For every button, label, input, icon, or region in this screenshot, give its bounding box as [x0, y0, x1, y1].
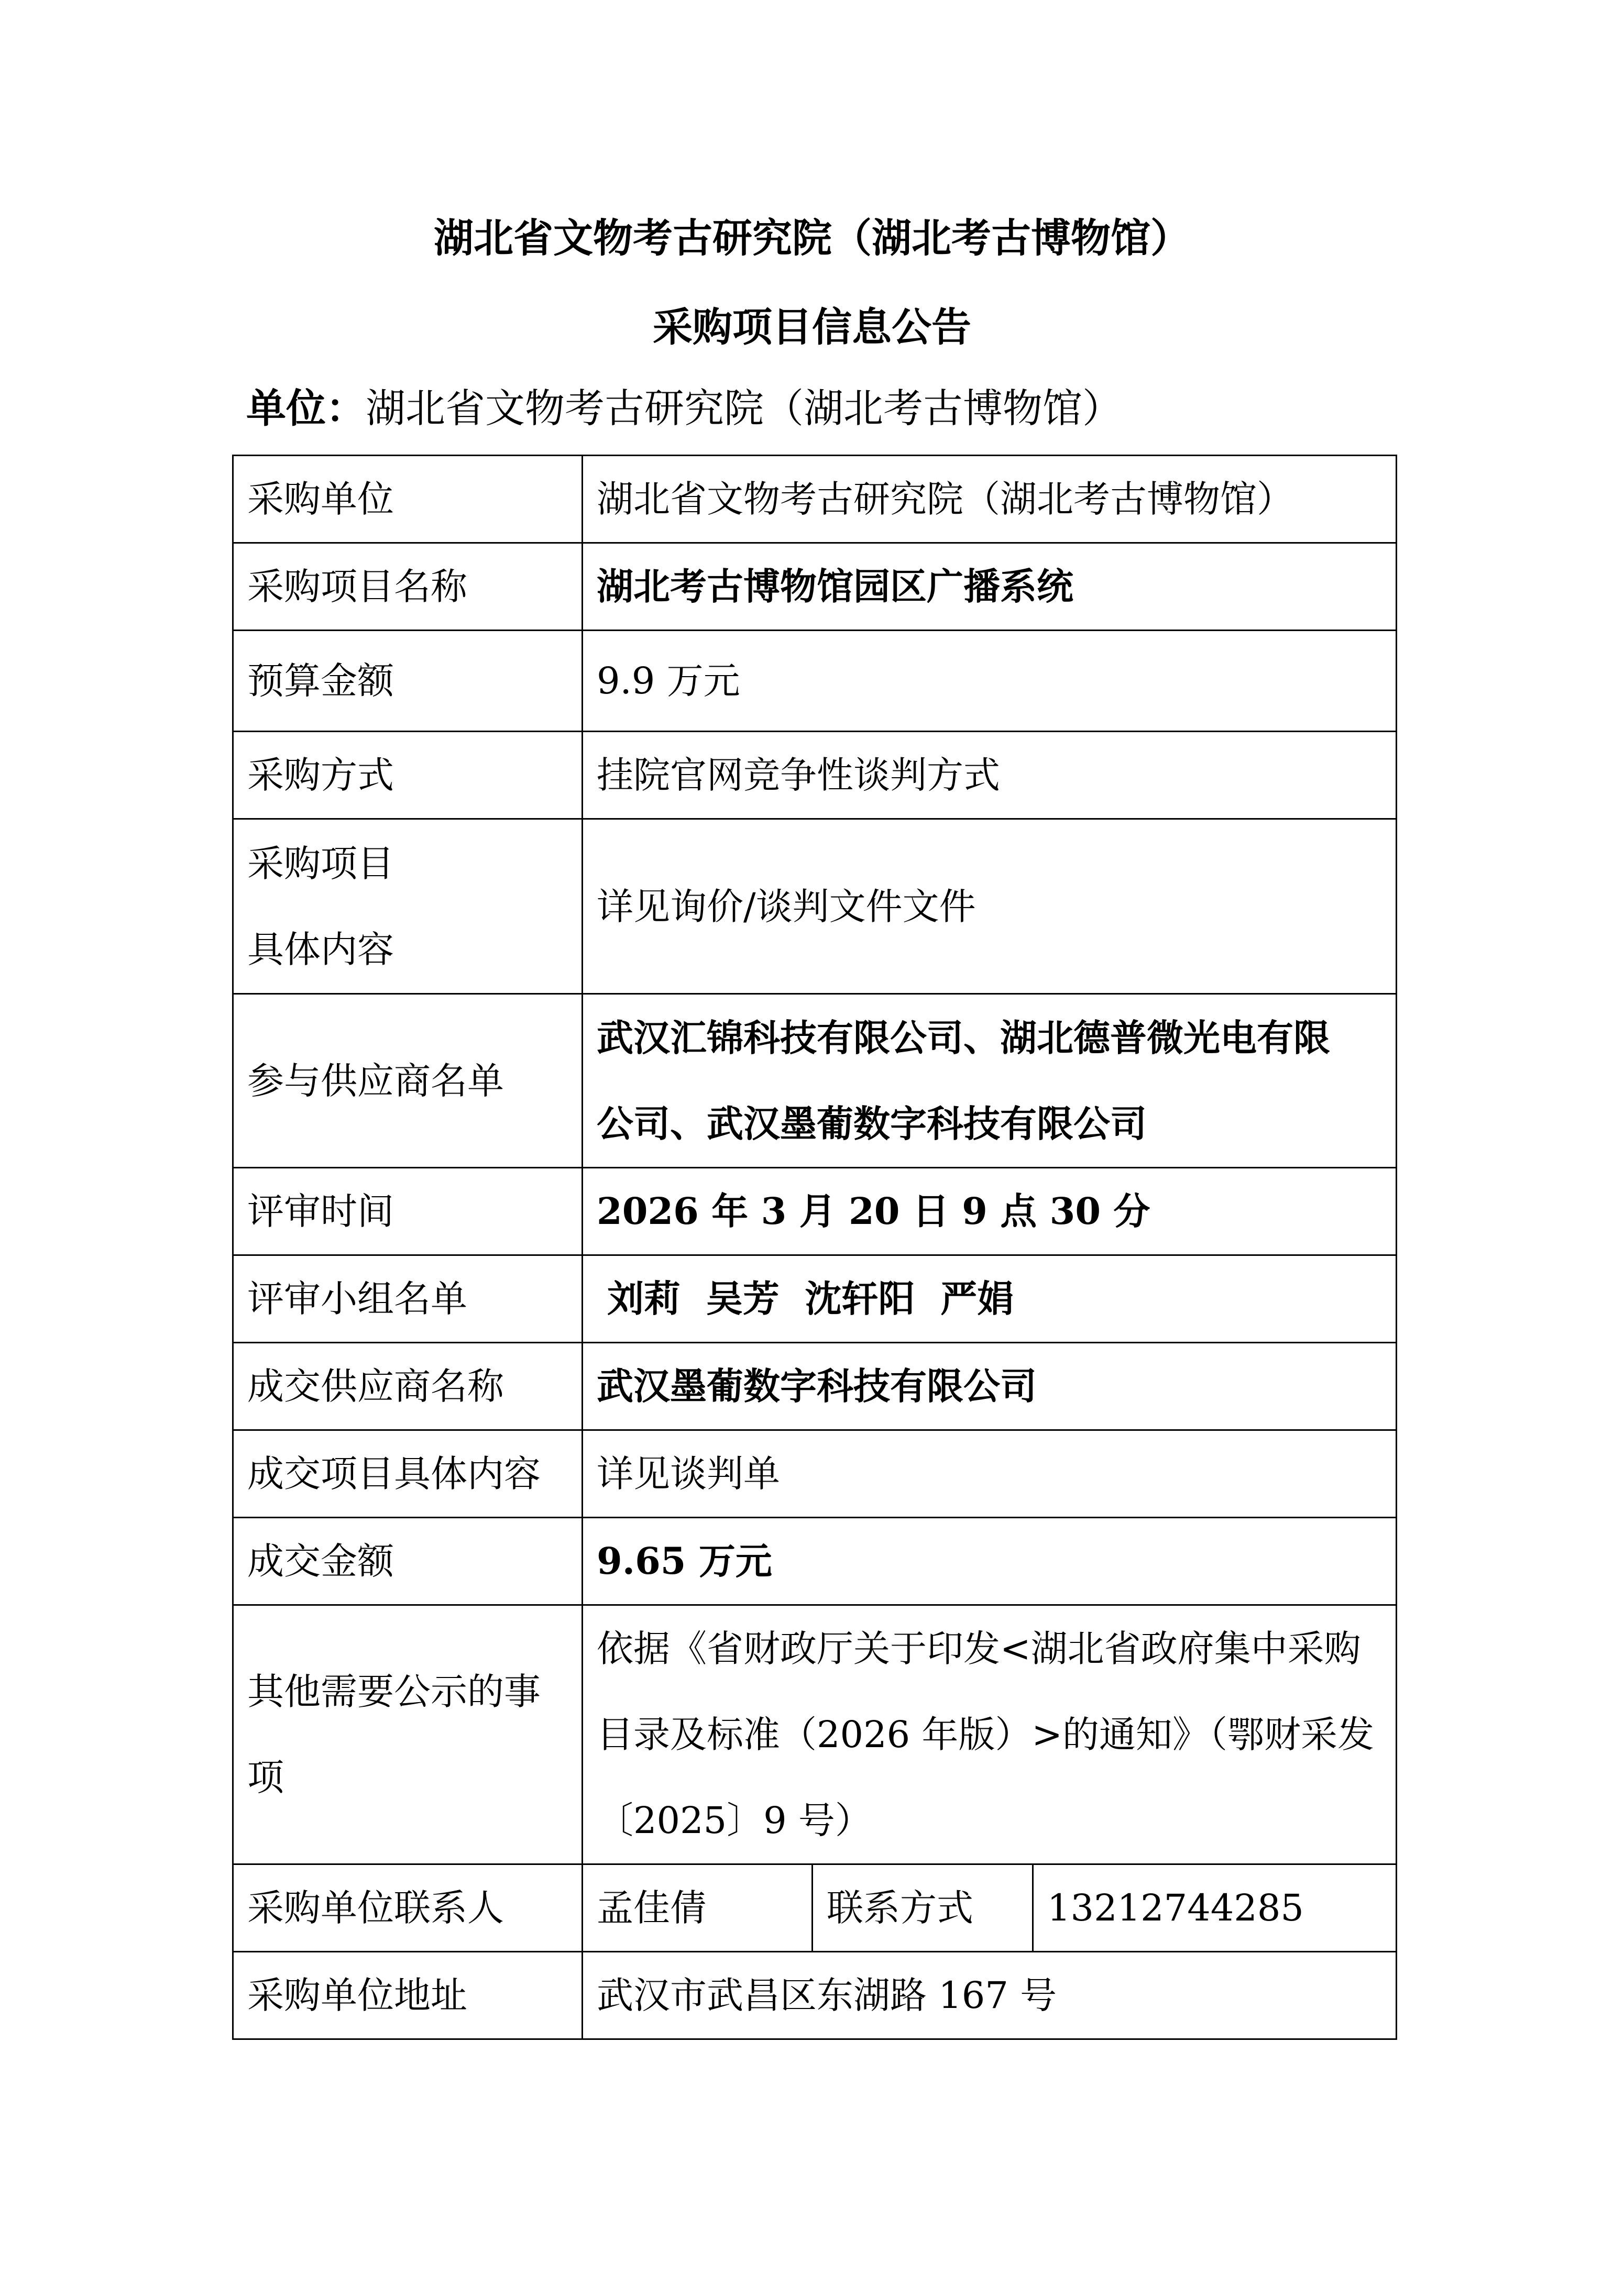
- contact-method-label: 联系方式: [813, 1864, 1033, 1952]
- deal-content-label: 成交项目具体内容: [233, 1430, 583, 1518]
- other-value-line3: 〔2025〕9 号）: [597, 1799, 872, 1842]
- other-value-line2: 目录及标准（2026 年版）>的通知》（鄂财采发: [597, 1713, 1375, 1756]
- deal-amount-label: 成交金额: [233, 1518, 583, 1605]
- content-label-line1: 采购项目: [247, 842, 394, 885]
- content-label: [233, 819, 583, 994]
- table-row: [233, 1952, 1397, 2039]
- suppliers-value: [583, 994, 1397, 1168]
- unit-value: 湖北省文物考古研究院（湖北考古博物馆）: [366, 385, 1122, 432]
- purchaser-value: 湖北省文物考古研究院（湖北考古博物馆）: [583, 456, 1397, 543]
- table-row: [233, 732, 1397, 819]
- review-panel-label: 评审小组名单: [233, 1255, 583, 1343]
- suppliers-label: 参与供应商名单: [233, 994, 583, 1168]
- table-row: [233, 1430, 1397, 1518]
- review-time-label: 评审时间: [233, 1168, 583, 1255]
- contact-person: 孟佳倩: [583, 1864, 813, 1952]
- table-row: [233, 1168, 1397, 1255]
- other-label-line2: 项: [247, 1756, 284, 1799]
- table-row: [233, 1255, 1397, 1343]
- project-name-value: 湖北考古博物馆园区广播系统: [583, 543, 1397, 631]
- other-label: [233, 1605, 583, 1864]
- contact-phone: 13212744285: [1033, 1864, 1397, 1952]
- project-name-label: 采购项目名称: [233, 543, 583, 631]
- review-time-value: 2026 年 3 月 20 日 9 点 30 分: [583, 1168, 1397, 1255]
- document-subtitle: 采购项目信息公告: [653, 304, 971, 350]
- deal-content-value: 详见谈判单: [583, 1430, 1397, 1518]
- method-value: 挂院官网竞争性谈判方式: [583, 732, 1397, 819]
- winner-label: 成交供应商名称: [233, 1343, 583, 1430]
- table-row: [233, 1605, 1397, 1864]
- document-title: 湖北省文物考古研究院（湖北考古博物馆）: [434, 215, 1190, 261]
- other-value: [583, 1605, 1397, 1864]
- unit-label: 单位：: [246, 385, 366, 432]
- other-label-line1: 其他需要公示的事: [247, 1670, 541, 1713]
- table-row: [233, 631, 1397, 732]
- table-row: [233, 456, 1397, 543]
- table-row: [233, 1343, 1397, 1430]
- other-value-line1: 依据《省财政厅关于印发<湖北省政府集中采购: [597, 1627, 1361, 1670]
- unit-line: [246, 377, 1122, 440]
- address-value: 武汉市武昌区东湖路 167 号: [583, 1952, 1397, 2039]
- table-row: [233, 994, 1397, 1168]
- method-label: 采购方式: [233, 732, 583, 819]
- winner-value: 武汉墨葡数字科技有限公司: [583, 1343, 1397, 1430]
- table-row: [233, 1518, 1397, 1605]
- review-panel-value: 刘莉 吴芳 沈轩阳 严娟: [583, 1255, 1397, 1343]
- deal-amount-value: 9.65 万元: [583, 1518, 1397, 1605]
- budget-value: 9.9 万元: [583, 631, 1397, 732]
- purchaser-label: 采购单位: [233, 456, 583, 543]
- table-row: [233, 543, 1397, 631]
- suppliers-value-line2: 公司、武汉墨葡数字科技有限公司: [597, 1101, 1147, 1145]
- content-label-line2: 具体内容: [247, 928, 394, 971]
- procurement-info-table: [232, 455, 1397, 2040]
- content-value: 详见询价/谈判文件文件: [583, 819, 1397, 994]
- table-row: [233, 1864, 1397, 1952]
- budget-label: 预算金额: [233, 631, 583, 732]
- contact-label: 采购单位联系人: [233, 1864, 583, 1952]
- address-label: 采购单位地址: [233, 1952, 583, 2039]
- table-row: [233, 819, 1397, 994]
- suppliers-value-line1: 武汉汇锦科技有限公司、湖北德普微光电有限: [597, 1015, 1330, 1059]
